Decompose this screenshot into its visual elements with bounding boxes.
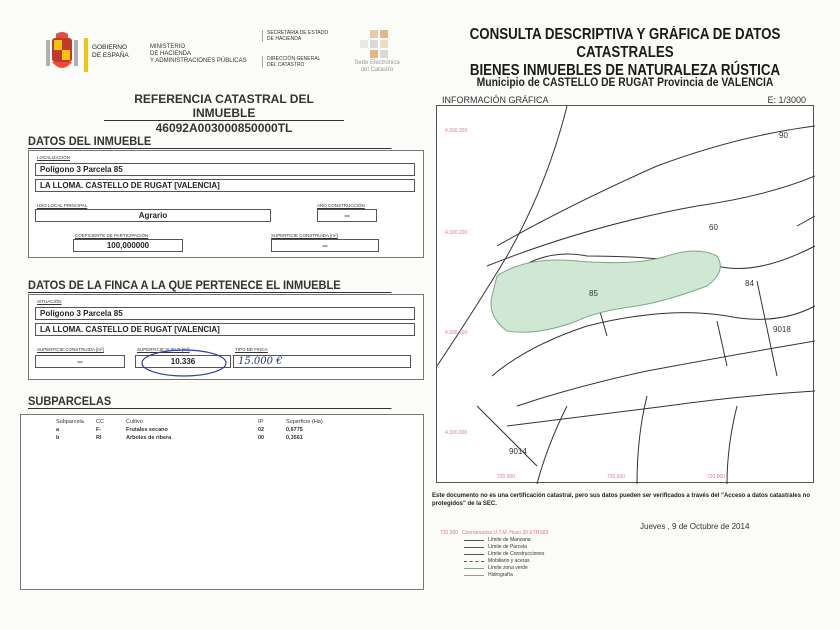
coef-label: COEFICIENTE DE PARTICIPACIÓN [75,233,149,238]
sup-cons-value: -- [271,239,379,252]
legend-item: Hidrografía [488,572,513,578]
uso-value: Agrario [35,209,271,222]
header-cultivo: Cultivo [126,419,143,425]
legend-item: Límite de Manzana [488,537,531,543]
reference-label: REFERENCIA CATASTRAL DEL INMUEBLE [104,92,344,121]
finca-panel [28,294,424,380]
secretaria-text: SECRETARÍA DE ESTADO DE HACIENDA DIRECCIÓN GENERAL DEL CATASTRO [262,30,342,82]
header-cc: CC [96,419,104,425]
sede-electronica-text: Sede Electrónica del Catastro [354,60,400,73]
map-header-label: INFORMACIÓN GRÁFICA [442,95,549,105]
ministry-text: MINISTERIO DE HACIENDA Y ADMINISTRACIONES PÚBLICAS [150,44,247,64]
coord-label: 4.300.200 [445,230,468,236]
legend-item: Límite zona verde [488,565,528,571]
coord-label: 720,800 [707,474,726,480]
localizacion-line1: Polígono 3 Parcela 85 [35,163,415,176]
parcel-label: 85 [589,289,598,298]
highlighted-parcel [491,251,720,332]
uso-label: USO LOCAL PRINCIPAL [37,203,88,208]
disclaimer-note: Este documento no es una certificación catastral, pero sus datos pueden ser verificados a través del "Acceso a datos catastrales no protegidos" de la SEC. [432,493,810,507]
subparcelas-table [51,417,328,443]
coord-label: 720,600 [607,474,626,480]
map-legend [440,530,548,579]
legend-item: Límite de Construcciones [488,551,545,557]
coord-label: 4.300.100 [445,330,468,336]
header-subparcela: Subparcela [56,419,84,425]
parcel-label: 9018 [773,325,791,334]
municipality-title: Municipio de CASTELLO DE RUGAT Provincia de VALENCIA [476,75,774,89]
section-title-inmueble: DATOS DEL INMUEBLE [28,134,391,149]
gobierno-text: GOBIERNO DE ESPAÑA [92,44,129,59]
legend-item: Mobiliario y aceras [488,558,530,564]
gov-bar [84,38,88,72]
table-row: a F- Frutales secano 02 0,6775 [56,427,303,433]
section-title-finca: DATOS DE LA FINCA A LA QUE PERTENECE EL INMUEBLE [28,278,391,293]
coord-label: 4.300.300 [445,128,468,134]
ano-value: -- [317,209,377,222]
table-row: b RI Arboles de ribera 00 0,3561 [56,435,303,441]
coat-of-arms-icon [42,30,82,78]
legend-coord-value: 720,500 [440,530,459,536]
finca-sup-cons-label: SUPERFICIE CONSTRUIDA [m²] [37,347,104,352]
localizacion-line2: LA LLOMA. CASTELLO DE RUGAT [VALENCIA] [35,179,415,192]
cadastral-map[interactable] [436,105,814,483]
inmueble-panel [28,150,424,258]
sup-suelo-value: 10.336 [135,355,231,368]
header-superficie: Superficie (Ha) [286,419,323,425]
legend-item: Límite de Parcela [488,544,527,550]
parcel-label: 60 [709,223,718,232]
tipo-finca-label: TIPO DE FINCA [235,347,268,352]
document-date: Jueves , 9 de Octubre de 2014 [640,522,750,531]
map-scale: E: 1/3000 [767,95,806,105]
table-header [53,419,326,425]
parcel-label: 9014 [509,447,527,456]
sup-cons-label: SUPERFICIE CONSTRUIDA [m²] [271,233,338,238]
document-title: CONSULTA DESCRIPTIVA Y GRÁFICA DE DATOS CATASTRALES BIENES INMUEBLES DE NATURALEZA RÚSTICA [469,26,781,79]
parcel-label: 90 [779,131,788,140]
legend-coord-text: Coordenadas U.T.M. Huso 30 ETRS89 [462,530,549,536]
handwritten-circle-icon [139,347,229,379]
reference-value: 46092A003000850000TL [155,121,293,135]
handwritten-price: 15.000 € [233,355,411,368]
map-svg [437,106,815,484]
situacion-line2: LA LLOMA. CASTELLO DE RUGAT [VALENCIA] [35,323,415,336]
situacion-line1: Polígono 3 Parcela 85 [35,307,415,320]
coord-label: 720,500 [497,474,516,480]
subparcelas-panel [20,414,424,590]
parcel-label: 84 [745,279,754,288]
coord-label: 4.300.000 [445,430,468,436]
coef-value: 100,000000 [73,239,183,252]
sup-suelo-label: SUPERFICIE SUELO [m²] [137,347,190,352]
ano-label: AÑO CONSTRUCCIÓN [317,203,365,208]
cadastral-reference [104,92,344,135]
localizacion-label: LOCALIZACIÓN [37,155,71,160]
section-title-subparcelas: SUBPARCELAS [28,394,391,409]
header-ip: IP [258,419,264,425]
situacion-label: SITUACIÓN [37,299,62,304]
finca-sup-cons-value: -- [35,355,125,368]
